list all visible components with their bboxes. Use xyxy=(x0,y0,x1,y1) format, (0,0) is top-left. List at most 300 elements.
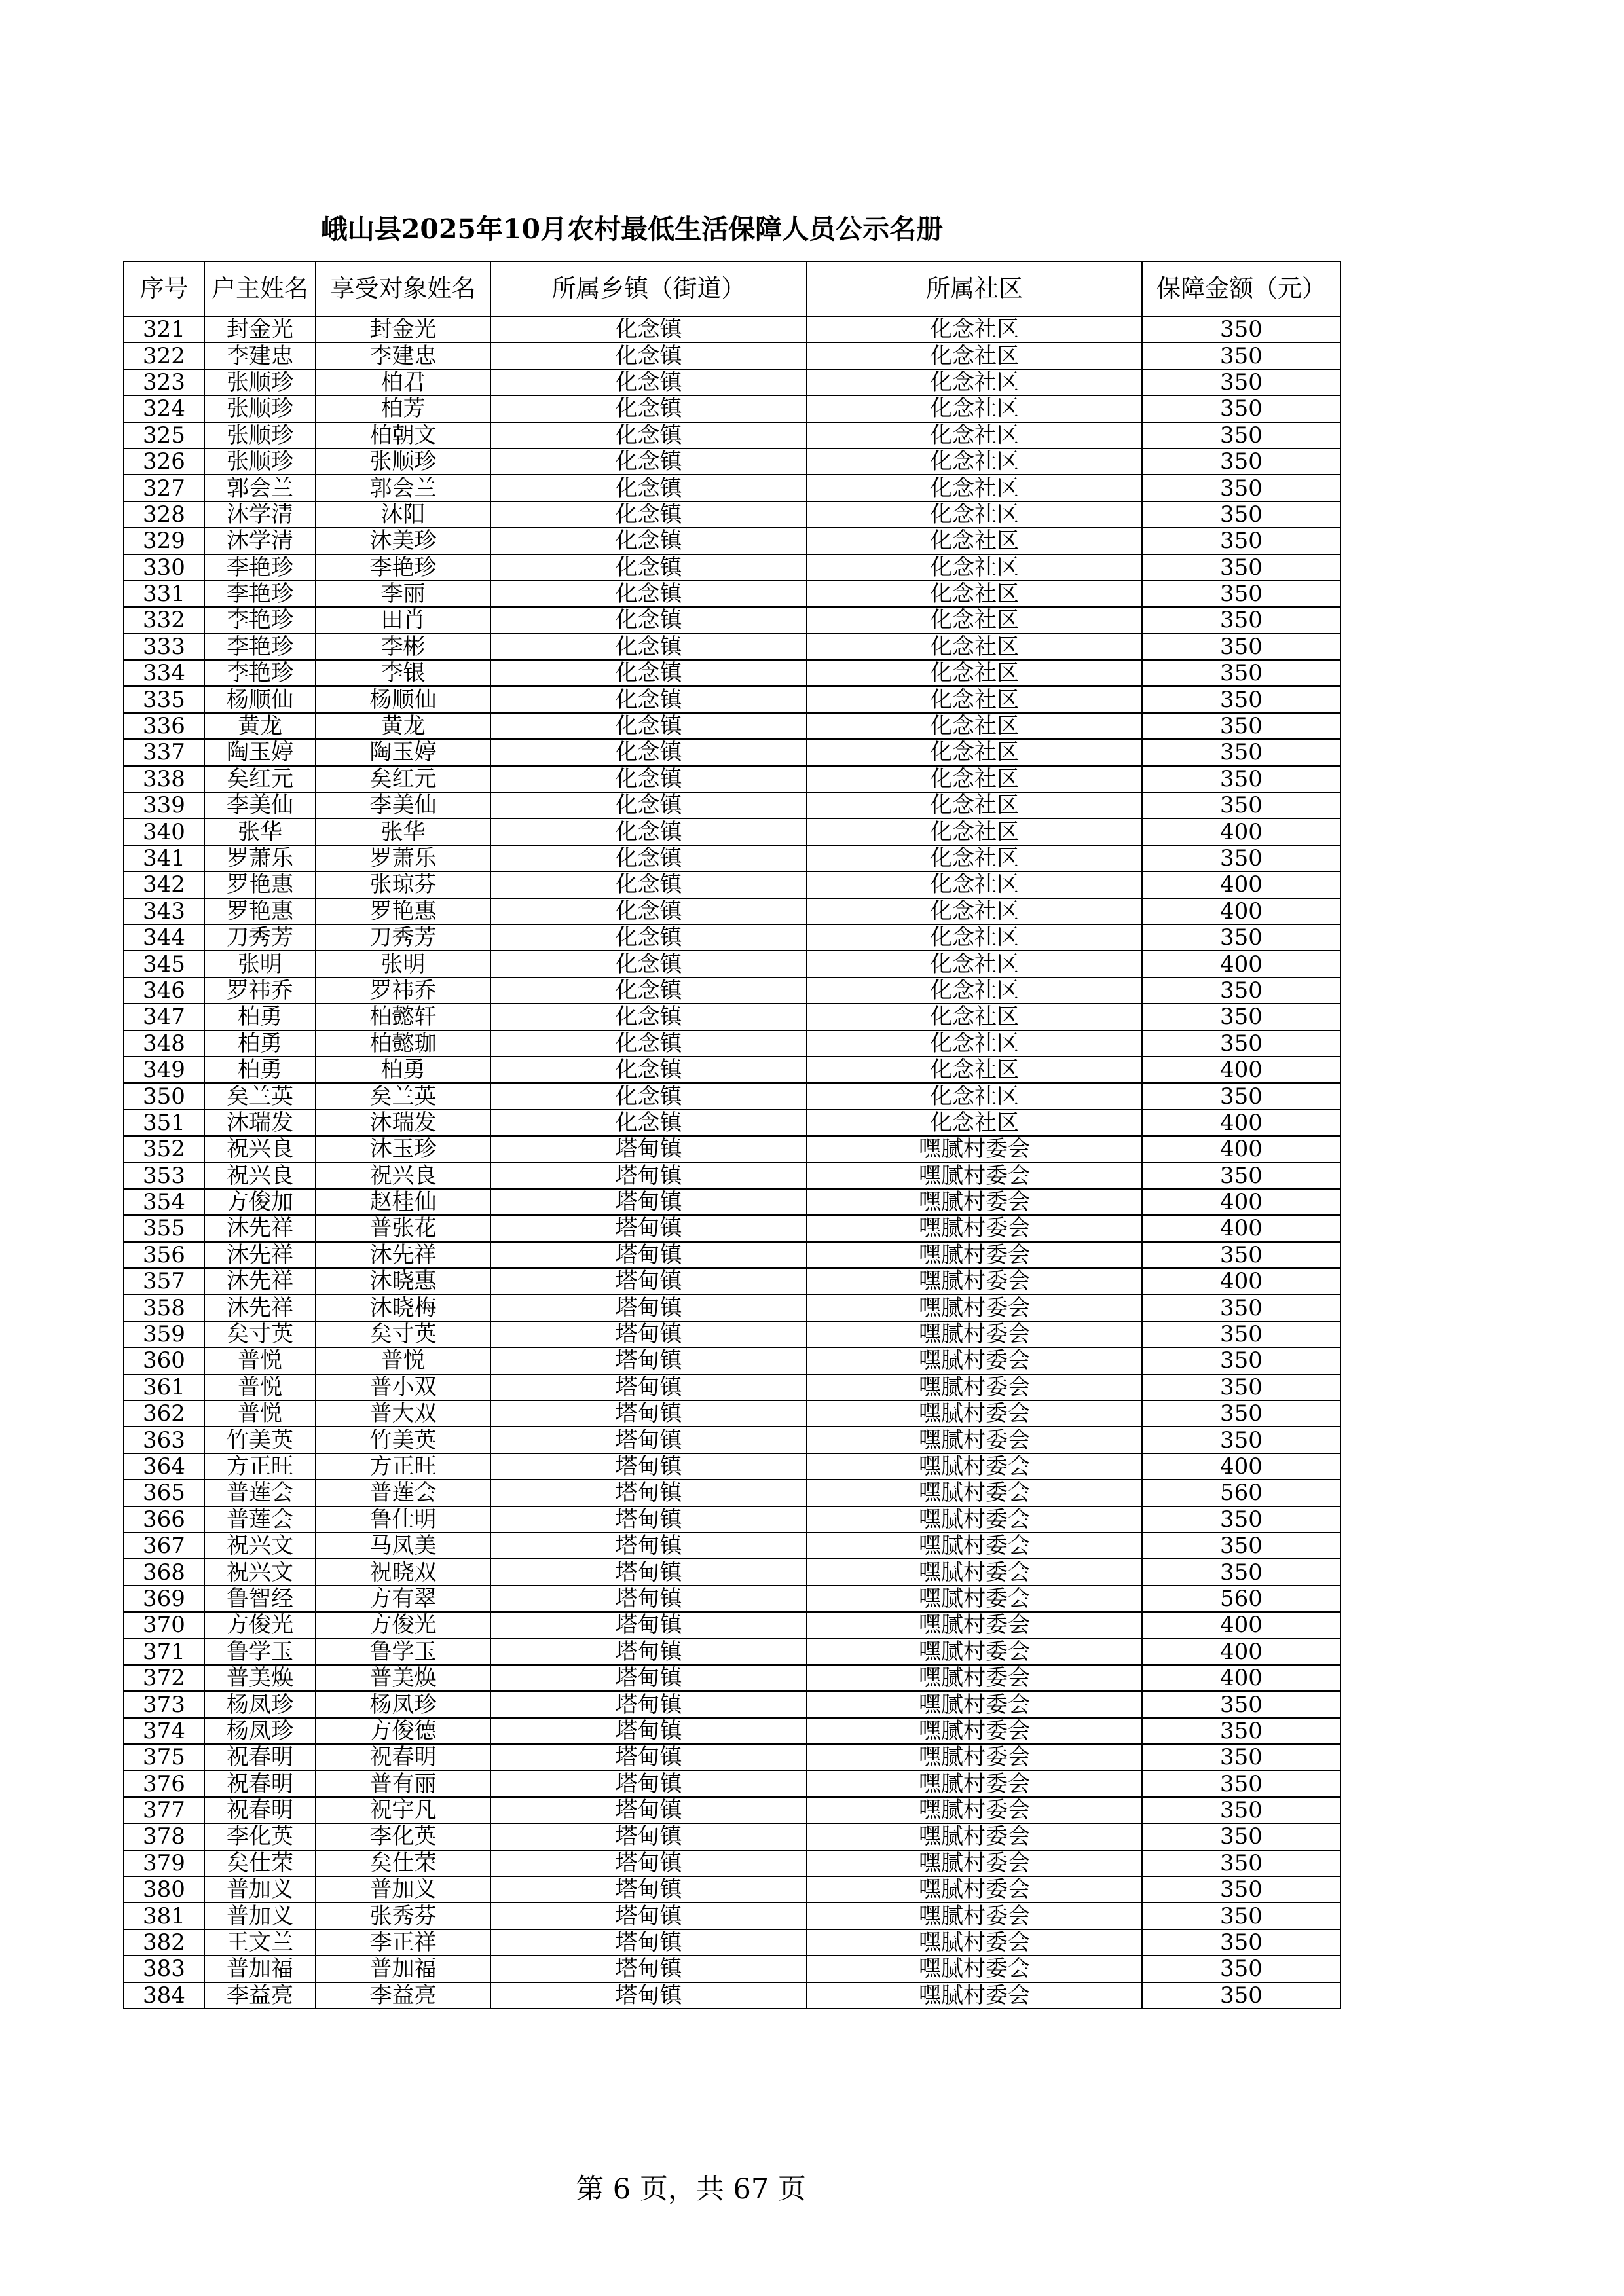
cell-beneficiary: 沐先祥 xyxy=(316,1242,490,1268)
cell-index: 327 xyxy=(124,475,204,501)
table-row xyxy=(124,1718,1340,1744)
cell-index: 360 xyxy=(124,1347,204,1374)
cell-community: 嘿腻村委会 xyxy=(807,1691,1142,1717)
cell-household-head: 郭会兰 xyxy=(204,475,316,501)
table-row xyxy=(124,1956,1340,1982)
cell-beneficiary: 杨凤珍 xyxy=(316,1691,490,1717)
cell-township: 化念镇 xyxy=(490,924,807,951)
cell-community: 化念社区 xyxy=(807,607,1142,633)
cell-community: 嘿腻村委会 xyxy=(807,1533,1142,1559)
cell-amount: 400 xyxy=(1142,1612,1340,1638)
table-row xyxy=(124,713,1340,739)
cell-community: 嘿腻村委会 xyxy=(807,1903,1142,1929)
table-row xyxy=(124,1876,1340,1903)
cell-beneficiary: 方有翠 xyxy=(316,1586,490,1612)
cell-index: 384 xyxy=(124,1982,204,2009)
cell-township: 塔甸镇 xyxy=(490,1559,807,1585)
cell-township: 塔甸镇 xyxy=(490,1691,807,1717)
cell-township: 化念镇 xyxy=(490,660,807,686)
cell-household-head: 柏勇 xyxy=(204,1030,316,1057)
cell-amount: 400 xyxy=(1142,818,1340,845)
cell-community: 化念社区 xyxy=(807,555,1142,581)
cell-amount: 400 xyxy=(1142,1057,1340,1083)
table-row xyxy=(124,1215,1340,1241)
cell-community: 嘿腻村委会 xyxy=(807,1506,1142,1533)
page-footer: 第 6 页，共 67 页 xyxy=(576,2173,806,2206)
cell-household-head: 李艳珍 xyxy=(204,634,316,660)
cell-household-head: 罗萧乐 xyxy=(204,845,316,871)
cell-beneficiary: 沐瑞发 xyxy=(316,1110,490,1136)
table-row xyxy=(124,845,1340,871)
table-body xyxy=(124,316,1340,2009)
cell-amount: 560 xyxy=(1142,1480,1340,1506)
cell-beneficiary: 柏懿珈 xyxy=(316,1030,490,1057)
cell-township: 化念镇 xyxy=(490,845,807,871)
cell-community: 化念社区 xyxy=(807,792,1142,818)
cell-index: 380 xyxy=(124,1876,204,1903)
cell-amount: 350 xyxy=(1142,1929,1340,1956)
cell-household-head: 方正旺 xyxy=(204,1453,316,1480)
cell-township: 塔甸镇 xyxy=(490,1823,807,1850)
table-row xyxy=(124,1639,1340,1665)
cell-community: 嘿腻村委会 xyxy=(807,1744,1142,1770)
cell-household-head: 张顺珍 xyxy=(204,448,316,475)
cell-household-head: 沐先祥 xyxy=(204,1215,316,1241)
column-header-index: 序号 xyxy=(124,261,204,316)
cell-amount: 350 xyxy=(1142,1030,1340,1057)
cell-township: 化念镇 xyxy=(490,898,807,924)
cell-household-head: 陶玉婷 xyxy=(204,739,316,765)
cell-township: 化念镇 xyxy=(490,951,807,977)
cell-index: 366 xyxy=(124,1506,204,1533)
table-row xyxy=(124,1823,1340,1850)
cell-amount: 400 xyxy=(1142,871,1340,898)
cell-beneficiary: 田肖 xyxy=(316,607,490,633)
cell-household-head: 祝兴良 xyxy=(204,1163,316,1189)
cell-beneficiary: 祝春明 xyxy=(316,1744,490,1770)
roster-table xyxy=(123,261,1341,2009)
cell-beneficiary: 李银 xyxy=(316,660,490,686)
cell-community: 嘿腻村委会 xyxy=(807,1982,1142,2009)
cell-amount: 350 xyxy=(1142,1823,1340,1850)
cell-household-head: 杨顺仙 xyxy=(204,686,316,712)
cell-amount: 350 xyxy=(1142,660,1340,686)
cell-index: 349 xyxy=(124,1057,204,1083)
table-row xyxy=(124,1691,1340,1717)
cell-index: 353 xyxy=(124,1163,204,1189)
cell-amount: 350 xyxy=(1142,422,1340,448)
cell-township: 塔甸镇 xyxy=(490,1876,807,1903)
cell-amount: 350 xyxy=(1142,792,1340,818)
cell-household-head: 祝春明 xyxy=(204,1797,316,1823)
table-row xyxy=(124,1770,1340,1796)
cell-index: 370 xyxy=(124,1612,204,1638)
cell-beneficiary: 鲁学玉 xyxy=(316,1639,490,1665)
table-row xyxy=(124,686,1340,712)
cell-community: 嘿腻村委会 xyxy=(807,1770,1142,1796)
cell-household-head: 方俊加 xyxy=(204,1189,316,1215)
table-row xyxy=(124,871,1340,898)
cell-beneficiary: 普加义 xyxy=(316,1876,490,1903)
cell-community: 化念社区 xyxy=(807,766,1142,792)
cell-community: 嘿腻村委会 xyxy=(807,1347,1142,1374)
cell-township: 塔甸镇 xyxy=(490,1956,807,1982)
cell-community: 化念社区 xyxy=(807,686,1142,712)
cell-beneficiary: 普莲会 xyxy=(316,1480,490,1506)
cell-township: 塔甸镇 xyxy=(490,1639,807,1665)
cell-township: 塔甸镇 xyxy=(490,1744,807,1770)
cell-beneficiary: 李益亮 xyxy=(316,1982,490,2009)
cell-beneficiary: 方正旺 xyxy=(316,1453,490,1480)
cell-household-head: 张明 xyxy=(204,951,316,977)
cell-amount: 350 xyxy=(1142,1506,1340,1533)
table-row xyxy=(124,1506,1340,1533)
cell-community: 嘿腻村委会 xyxy=(807,1321,1142,1347)
cell-township: 塔甸镇 xyxy=(490,1612,807,1638)
cell-amount: 350 xyxy=(1142,1982,1340,2009)
cell-household-head: 普悦 xyxy=(204,1400,316,1427)
cell-amount: 350 xyxy=(1142,766,1340,792)
cell-beneficiary: 柏懿轩 xyxy=(316,1004,490,1030)
cell-index: 364 xyxy=(124,1453,204,1480)
cell-community: 化念社区 xyxy=(807,739,1142,765)
cell-community: 化念社区 xyxy=(807,395,1142,422)
cell-index: 367 xyxy=(124,1533,204,1559)
table-row xyxy=(124,1586,1340,1612)
table-row xyxy=(124,1294,1340,1321)
cell-beneficiary: 罗祎乔 xyxy=(316,977,490,1004)
cell-index: 339 xyxy=(124,792,204,818)
cell-community: 嘿腻村委会 xyxy=(807,1612,1142,1638)
cell-household-head: 罗艳惠 xyxy=(204,871,316,898)
cell-amount: 350 xyxy=(1142,555,1340,581)
table-row xyxy=(124,1163,1340,1189)
table-row xyxy=(124,1982,1340,2009)
cell-amount: 350 xyxy=(1142,1691,1340,1717)
cell-township: 塔甸镇 xyxy=(490,1294,807,1321)
cell-index: 358 xyxy=(124,1294,204,1321)
cell-amount: 350 xyxy=(1142,448,1340,475)
cell-amount: 350 xyxy=(1142,845,1340,871)
cell-community: 嘿腻村委会 xyxy=(807,1559,1142,1585)
cell-community: 化念社区 xyxy=(807,422,1142,448)
cell-township: 化念镇 xyxy=(490,1083,807,1109)
cell-index: 325 xyxy=(124,422,204,448)
table-row xyxy=(124,1797,1340,1823)
table-row xyxy=(124,395,1340,422)
cell-community: 嘿腻村委会 xyxy=(807,1586,1142,1612)
cell-community: 嘿腻村委会 xyxy=(807,1797,1142,1823)
cell-community: 嘿腻村委会 xyxy=(807,1823,1142,1850)
cell-household-head: 李化英 xyxy=(204,1823,316,1850)
cell-township: 塔甸镇 xyxy=(490,1136,807,1162)
cell-amount: 400 xyxy=(1142,1136,1340,1162)
cell-index: 322 xyxy=(124,342,204,369)
cell-beneficiary: 罗萧乐 xyxy=(316,845,490,871)
cell-community: 嘿腻村委会 xyxy=(807,1189,1142,1215)
table-row xyxy=(124,316,1340,342)
cell-community: 嘿腻村委会 xyxy=(807,1400,1142,1427)
cell-index: 330 xyxy=(124,555,204,581)
table-row xyxy=(124,1453,1340,1480)
cell-household-head: 张顺珍 xyxy=(204,369,316,395)
cell-township: 塔甸镇 xyxy=(490,1770,807,1796)
table-row xyxy=(124,607,1340,633)
cell-township: 塔甸镇 xyxy=(490,1163,807,1189)
cell-household-head: 李艳珍 xyxy=(204,555,316,581)
cell-township: 化念镇 xyxy=(490,818,807,845)
cell-household-head: 祝春明 xyxy=(204,1744,316,1770)
cell-community: 化念社区 xyxy=(807,1083,1142,1109)
cell-township: 塔甸镇 xyxy=(490,1374,807,1400)
cell-township: 化念镇 xyxy=(490,475,807,501)
cell-index: 347 xyxy=(124,1004,204,1030)
table-row xyxy=(124,1110,1340,1136)
cell-township: 化念镇 xyxy=(490,1057,807,1083)
cell-beneficiary: 李化英 xyxy=(316,1823,490,1850)
cell-household-head: 李艳珍 xyxy=(204,660,316,686)
cell-amount: 350 xyxy=(1142,1083,1340,1109)
cell-township: 塔甸镇 xyxy=(490,1506,807,1533)
cell-household-head: 竹美英 xyxy=(204,1427,316,1453)
cell-household-head: 李建忠 xyxy=(204,342,316,369)
cell-township: 化念镇 xyxy=(490,977,807,1004)
cell-household-head: 王文兰 xyxy=(204,1929,316,1956)
cell-amount: 350 xyxy=(1142,1797,1340,1823)
column-header-township: 所属乡镇（街道） xyxy=(490,261,807,316)
cell-township: 塔甸镇 xyxy=(490,1453,807,1480)
cell-beneficiary: 罗艳惠 xyxy=(316,898,490,924)
cell-beneficiary: 沐晓梅 xyxy=(316,1294,490,1321)
cell-community: 化念社区 xyxy=(807,581,1142,607)
table-row xyxy=(124,951,1340,977)
cell-beneficiary: 马凤美 xyxy=(316,1533,490,1559)
cell-amount: 350 xyxy=(1142,1004,1340,1030)
cell-beneficiary: 普张花 xyxy=(316,1215,490,1241)
cell-index: 341 xyxy=(124,845,204,871)
cell-community: 嘿腻村委会 xyxy=(807,1956,1142,1982)
cell-community: 化念社区 xyxy=(807,660,1142,686)
cell-community: 化念社区 xyxy=(807,845,1142,871)
cell-community: 嘿腻村委会 xyxy=(807,1136,1142,1162)
cell-index: 331 xyxy=(124,581,204,607)
cell-township: 化念镇 xyxy=(490,581,807,607)
cell-amount: 560 xyxy=(1142,1586,1340,1612)
cell-amount: 350 xyxy=(1142,977,1340,1004)
cell-amount: 350 xyxy=(1142,1718,1340,1744)
table-row xyxy=(124,448,1340,475)
cell-index: 371 xyxy=(124,1639,204,1665)
cell-amount: 350 xyxy=(1142,1559,1340,1585)
cell-beneficiary: 张顺珍 xyxy=(316,448,490,475)
cell-index: 379 xyxy=(124,1850,204,1876)
cell-index: 346 xyxy=(124,977,204,1004)
cell-household-head: 沐先祥 xyxy=(204,1268,316,1294)
cell-community: 嘿腻村委会 xyxy=(807,1480,1142,1506)
cell-amount: 350 xyxy=(1142,1374,1340,1400)
cell-amount: 350 xyxy=(1142,475,1340,501)
cell-township: 化念镇 xyxy=(490,686,807,712)
cell-beneficiary: 刀秀芳 xyxy=(316,924,490,951)
cell-amount: 350 xyxy=(1142,395,1340,422)
cell-community: 化念社区 xyxy=(807,475,1142,501)
cell-amount: 400 xyxy=(1142,898,1340,924)
cell-beneficiary: 沐美珍 xyxy=(316,528,490,554)
cell-amount: 350 xyxy=(1142,1770,1340,1796)
cell-amount: 350 xyxy=(1142,369,1340,395)
cell-beneficiary: 李丽 xyxy=(316,581,490,607)
cell-household-head: 沐瑞发 xyxy=(204,1110,316,1136)
cell-amount: 350 xyxy=(1142,1850,1340,1876)
cell-beneficiary: 普小双 xyxy=(316,1374,490,1400)
cell-township: 化念镇 xyxy=(490,766,807,792)
cell-township: 化念镇 xyxy=(490,555,807,581)
cell-community: 嘿腻村委会 xyxy=(807,1294,1142,1321)
cell-community: 化念社区 xyxy=(807,898,1142,924)
table-row xyxy=(124,1559,1340,1585)
cell-beneficiary: 祝晓双 xyxy=(316,1559,490,1585)
table-row xyxy=(124,1427,1340,1453)
table-row xyxy=(124,555,1340,581)
cell-amount: 350 xyxy=(1142,686,1340,712)
table-row xyxy=(124,792,1340,818)
cell-township: 塔甸镇 xyxy=(490,1850,807,1876)
cell-community: 化念社区 xyxy=(807,1110,1142,1136)
cell-index: 345 xyxy=(124,951,204,977)
cell-township: 化念镇 xyxy=(490,607,807,633)
cell-household-head: 杨凤珍 xyxy=(204,1718,316,1744)
cell-amount: 400 xyxy=(1142,1268,1340,1294)
cell-amount: 350 xyxy=(1142,607,1340,633)
cell-beneficiary: 张秀芬 xyxy=(316,1903,490,1929)
cell-community: 嘿腻村委会 xyxy=(807,1665,1142,1691)
cell-index: 357 xyxy=(124,1268,204,1294)
cell-beneficiary: 黄龙 xyxy=(316,713,490,739)
cell-beneficiary: 普美焕 xyxy=(316,1665,490,1691)
cell-beneficiary: 鲁仕明 xyxy=(316,1506,490,1533)
cell-amount: 350 xyxy=(1142,316,1340,342)
table-row xyxy=(124,1057,1340,1083)
cell-township: 塔甸镇 xyxy=(490,1242,807,1268)
cell-amount: 350 xyxy=(1142,1163,1340,1189)
cell-township: 化念镇 xyxy=(490,1110,807,1136)
cell-beneficiary: 祝宇凡 xyxy=(316,1797,490,1823)
cell-index: 382 xyxy=(124,1929,204,1956)
cell-community: 嘿腻村委会 xyxy=(807,1215,1142,1241)
cell-household-head: 普悦 xyxy=(204,1374,316,1400)
table-row xyxy=(124,977,1340,1004)
table-row xyxy=(124,1903,1340,1929)
cell-index: 356 xyxy=(124,1242,204,1268)
cell-index: 326 xyxy=(124,448,204,475)
cell-household-head: 罗艳惠 xyxy=(204,898,316,924)
cell-township: 化念镇 xyxy=(490,501,807,528)
cell-amount: 350 xyxy=(1142,1956,1340,1982)
cell-index: 381 xyxy=(124,1903,204,1929)
cell-community: 嘿腻村委会 xyxy=(807,1374,1142,1400)
cell-household-head: 沐学清 xyxy=(204,501,316,528)
cell-index: 368 xyxy=(124,1559,204,1585)
cell-community: 化念社区 xyxy=(807,713,1142,739)
cell-index: 373 xyxy=(124,1691,204,1717)
cell-amount: 400 xyxy=(1142,1453,1340,1480)
cell-township: 化念镇 xyxy=(490,1004,807,1030)
cell-index: 332 xyxy=(124,607,204,633)
cell-household-head: 普加义 xyxy=(204,1903,316,1929)
cell-community: 化念社区 xyxy=(807,818,1142,845)
cell-household-head: 普加福 xyxy=(204,1956,316,1982)
cell-amount: 400 xyxy=(1142,1110,1340,1136)
cell-beneficiary: 矣寸英 xyxy=(316,1321,490,1347)
table-row xyxy=(124,898,1340,924)
cell-household-head: 李益亮 xyxy=(204,1982,316,2009)
cell-index: 351 xyxy=(124,1110,204,1136)
table-row xyxy=(124,766,1340,792)
cell-household-head: 封金光 xyxy=(204,316,316,342)
cell-beneficiary: 张华 xyxy=(316,818,490,845)
cell-beneficiary: 方俊光 xyxy=(316,1612,490,1638)
cell-amount: 350 xyxy=(1142,1427,1340,1453)
cell-township: 化念镇 xyxy=(490,528,807,554)
cell-beneficiary: 普有丽 xyxy=(316,1770,490,1796)
cell-beneficiary: 普悦 xyxy=(316,1347,490,1374)
cell-household-head: 鲁学玉 xyxy=(204,1639,316,1665)
cell-beneficiary: 封金光 xyxy=(316,316,490,342)
cell-township: 化念镇 xyxy=(490,395,807,422)
table-row xyxy=(124,422,1340,448)
table-row xyxy=(124,1189,1340,1215)
cell-household-head: 李美仙 xyxy=(204,792,316,818)
cell-household-head: 沐先祥 xyxy=(204,1242,316,1268)
cell-household-head: 刀秀芳 xyxy=(204,924,316,951)
cell-household-head: 矣寸英 xyxy=(204,1321,316,1347)
cell-index: 348 xyxy=(124,1030,204,1057)
cell-township: 化念镇 xyxy=(490,713,807,739)
cell-beneficiary: 矣红元 xyxy=(316,766,490,792)
cell-index: 337 xyxy=(124,739,204,765)
cell-household-head: 鲁智经 xyxy=(204,1586,316,1612)
cell-township: 化念镇 xyxy=(490,871,807,898)
cell-index: 376 xyxy=(124,1770,204,1796)
table-row xyxy=(124,1136,1340,1162)
table-row xyxy=(124,924,1340,951)
cell-amount: 350 xyxy=(1142,528,1340,554)
cell-household-head: 柏勇 xyxy=(204,1057,316,1083)
cell-township: 塔甸镇 xyxy=(490,1982,807,2009)
cell-beneficiary: 李建忠 xyxy=(316,342,490,369)
cell-household-head: 黄龙 xyxy=(204,713,316,739)
cell-amount: 350 xyxy=(1142,501,1340,528)
cell-beneficiary: 柏君 xyxy=(316,369,490,395)
cell-index: 354 xyxy=(124,1189,204,1215)
cell-community: 化念社区 xyxy=(807,342,1142,369)
cell-amount: 350 xyxy=(1142,342,1340,369)
cell-community: 嘿腻村委会 xyxy=(807,1929,1142,1956)
cell-index: 344 xyxy=(124,924,204,951)
cell-community: 嘿腻村委会 xyxy=(807,1850,1142,1876)
table-row xyxy=(124,475,1340,501)
cell-amount: 400 xyxy=(1142,1665,1340,1691)
cell-township: 塔甸镇 xyxy=(490,1480,807,1506)
cell-township: 化念镇 xyxy=(490,792,807,818)
cell-township: 塔甸镇 xyxy=(490,1400,807,1427)
table-row xyxy=(124,501,1340,528)
cell-beneficiary: 沐玉珍 xyxy=(316,1136,490,1162)
cell-household-head: 普加义 xyxy=(204,1876,316,1903)
cell-beneficiary: 张琼芬 xyxy=(316,871,490,898)
cell-community: 化念社区 xyxy=(807,448,1142,475)
table-row xyxy=(124,1374,1340,1400)
